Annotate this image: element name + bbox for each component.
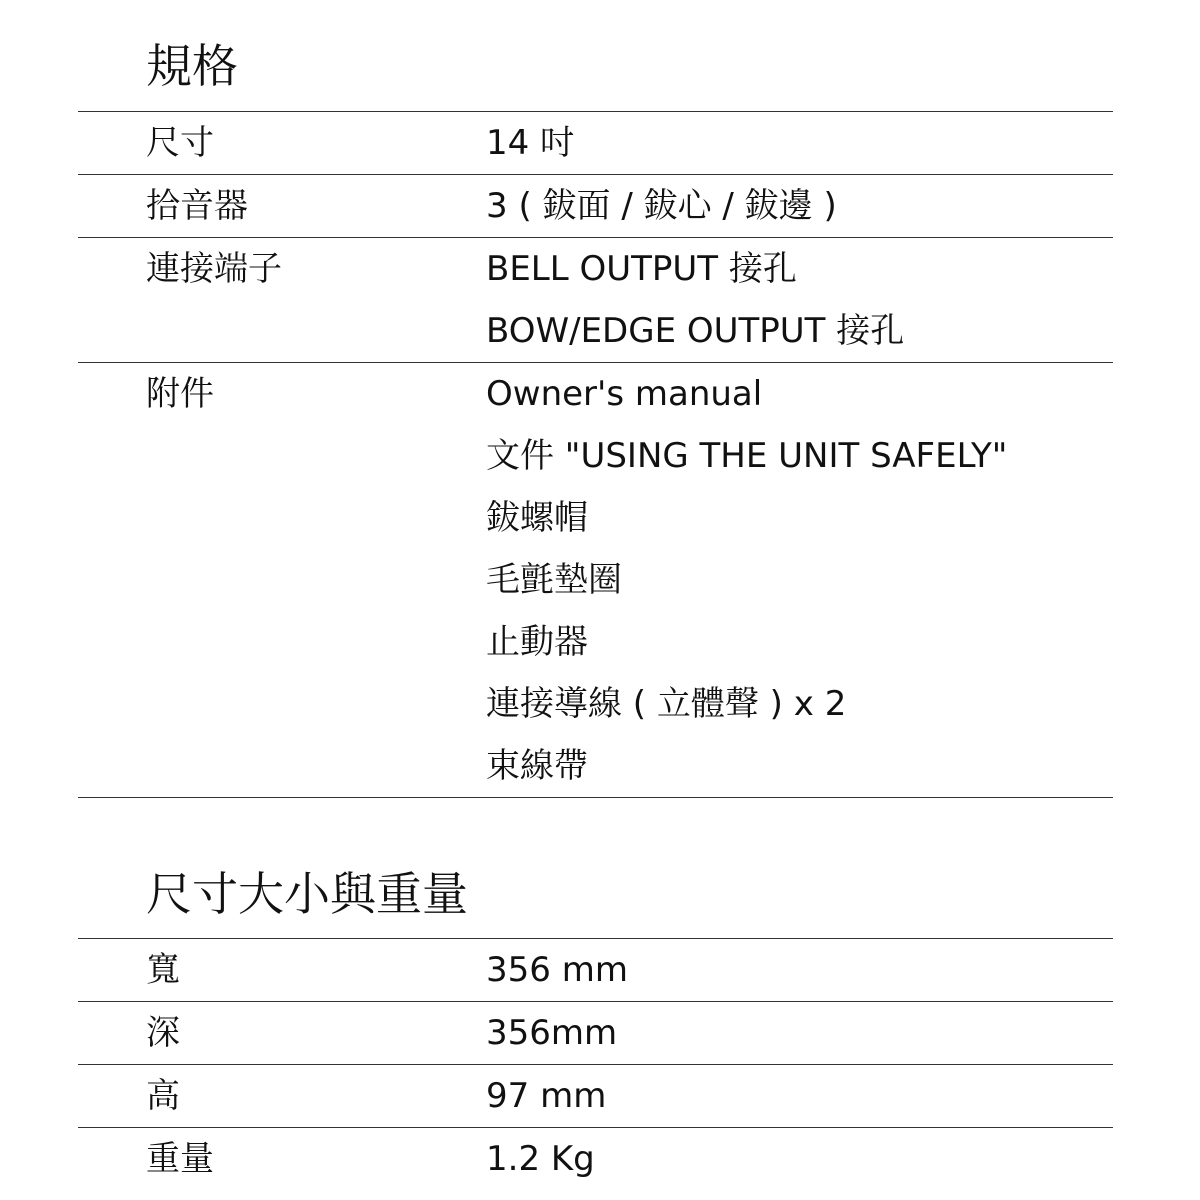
- spec-values: [486, 939, 1113, 1001]
- spec-value: 356mm: [486, 1013, 618, 1053]
- spec-values: [486, 1128, 1113, 1190]
- spec-values: [486, 112, 1113, 174]
- dimensions-table: [78, 938, 1113, 1190]
- dimensions-title: 尺寸大小與重量: [146, 867, 468, 921]
- spec-row-size: [78, 111, 1113, 174]
- spec-label: 深: [146, 1013, 180, 1053]
- spec-label: 拾音器: [146, 186, 248, 226]
- spec-row-accessories: [78, 362, 1113, 798]
- dim-row-depth: [78, 1001, 1113, 1064]
- spec-values: [486, 363, 1113, 797]
- spec-value: BELL OUTPUT 接孔: [486, 249, 797, 289]
- spec-value: 束線帶: [486, 746, 588, 786]
- spec-row-connectors: [78, 237, 1113, 362]
- spec-value: 毛氈墊圈: [486, 560, 622, 600]
- spec-label: 寬: [146, 950, 180, 990]
- spec-values: [486, 1002, 1113, 1064]
- dim-row-height: [78, 1064, 1113, 1127]
- spec-value: BOW/EDGE OUTPUT 接孔: [486, 311, 905, 351]
- spec-value: 鈸螺帽: [486, 498, 588, 538]
- specifications-table: [78, 111, 1113, 798]
- spec-value: 3 ( 鈸面 / 鈸心 / 鈸邊 ): [486, 186, 837, 226]
- spec-values: [486, 1065, 1113, 1127]
- specifications-title: 規格: [146, 39, 238, 93]
- spec-value: 97 mm: [486, 1076, 607, 1116]
- spec-value: 1.2 Kg: [486, 1139, 595, 1179]
- dim-row-weight: [78, 1127, 1113, 1190]
- spec-row-pickups: [78, 174, 1113, 237]
- spec-label: 附件: [146, 374, 214, 414]
- spec-label: 高: [146, 1076, 180, 1116]
- spec-value: 356 mm: [486, 950, 628, 990]
- spec-values: [486, 175, 1113, 237]
- spec-value: 文件 "USING THE UNIT SAFELY": [486, 436, 1008, 476]
- spec-value: Owner's manual: [486, 374, 763, 414]
- spec-label: 尺寸: [146, 123, 214, 163]
- spec-value: 止動器: [486, 622, 588, 662]
- dim-row-width: [78, 938, 1113, 1001]
- spec-label: 重量: [146, 1139, 214, 1179]
- spec-values: [486, 238, 1113, 362]
- spec-value: 14 吋: [486, 123, 575, 163]
- spec-label: 連接端子: [146, 249, 282, 289]
- spec-value: 連接導線 ( 立體聲 ) x 2: [486, 684, 847, 724]
